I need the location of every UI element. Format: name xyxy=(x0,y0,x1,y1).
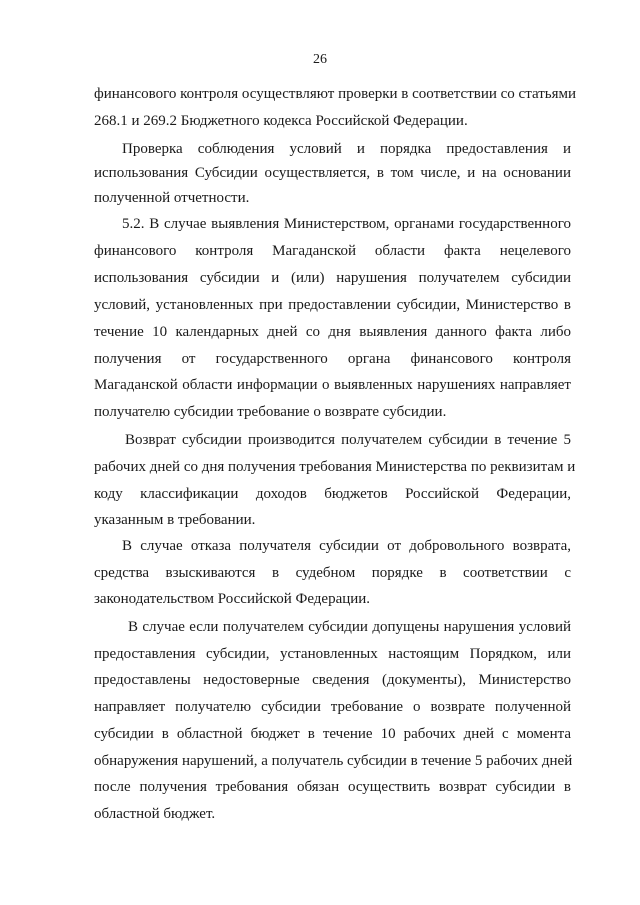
text-line: коду классификации доходов бюджетов Российской Федерации, xyxy=(94,486,571,502)
text-line: использования Субсидии осуществляется, в том числе, и на основании xyxy=(94,165,571,181)
text-line: субсидии в областной бюджет в течение 10 рабочих дней с момента xyxy=(94,726,571,742)
text-line: предоставления субсидии, установленных настоящим Порядком, или xyxy=(94,646,571,662)
text-line: В случае отказа получателя субсидии от добровольного возврата, xyxy=(122,538,571,554)
text-line: использования субсидии и (или) нарушения получателем субсидии xyxy=(94,270,571,286)
text-line: направляет получателю субсидии требование о возврате полученной xyxy=(94,699,571,715)
text-line: получения от государственного органа финансового контроля xyxy=(94,351,571,367)
text-line: указанным в требовании. xyxy=(94,512,256,528)
text-line: средства взыскиваются в судебном порядке в соответствии с xyxy=(94,565,571,581)
text-line: финансового контроля Магаданской области факта нецелевого xyxy=(94,243,571,259)
text-line: В случае если получателем субсидии допущены нарушения условий xyxy=(128,619,571,635)
text-line: Возврат субсидии производится получателем субсидии в течение 5 xyxy=(125,432,571,448)
text-line: после получения требования обязан осуществить возврат субсидии в xyxy=(94,779,571,795)
text-line: обнаружения нарушений, а получатель субсидии в течение 5 рабочих дней xyxy=(94,753,573,769)
text-line: предоставлены недостоверные сведения (документы), Министерство xyxy=(94,672,571,688)
text-line: 268.1 и 269.2 Бюджетного кодекса Российской Федерации. xyxy=(94,113,468,129)
text-line: условий, установленных при предоставлении субсидии, Министерство в xyxy=(94,297,571,313)
text-line: областной бюджет. xyxy=(94,806,216,822)
text-line: 5.2. В случае выявления Министерством, органами государственного xyxy=(122,216,571,232)
text-line: финансового контроля осуществляют проверки в соответствии со статьями xyxy=(94,86,577,102)
text-line: рабочих дней со дня получения требования Министерства по реквизитам и xyxy=(94,459,576,475)
text-line: полученной отчетности. xyxy=(94,190,250,206)
text-line: законодательством Российской Федерации. xyxy=(94,591,371,607)
text-line: течение 10 календарных дней со дня выявления данного факта либо xyxy=(94,324,571,340)
text-line: Проверка соблюдения условий и порядка предоставления и xyxy=(122,141,571,157)
text-line: Магаданской области информации о выявленных нарушениях направляет xyxy=(94,377,571,393)
page-number: 26 xyxy=(313,52,327,67)
text-line: получателю субсидии требование о возврате субсидии. xyxy=(94,404,447,420)
